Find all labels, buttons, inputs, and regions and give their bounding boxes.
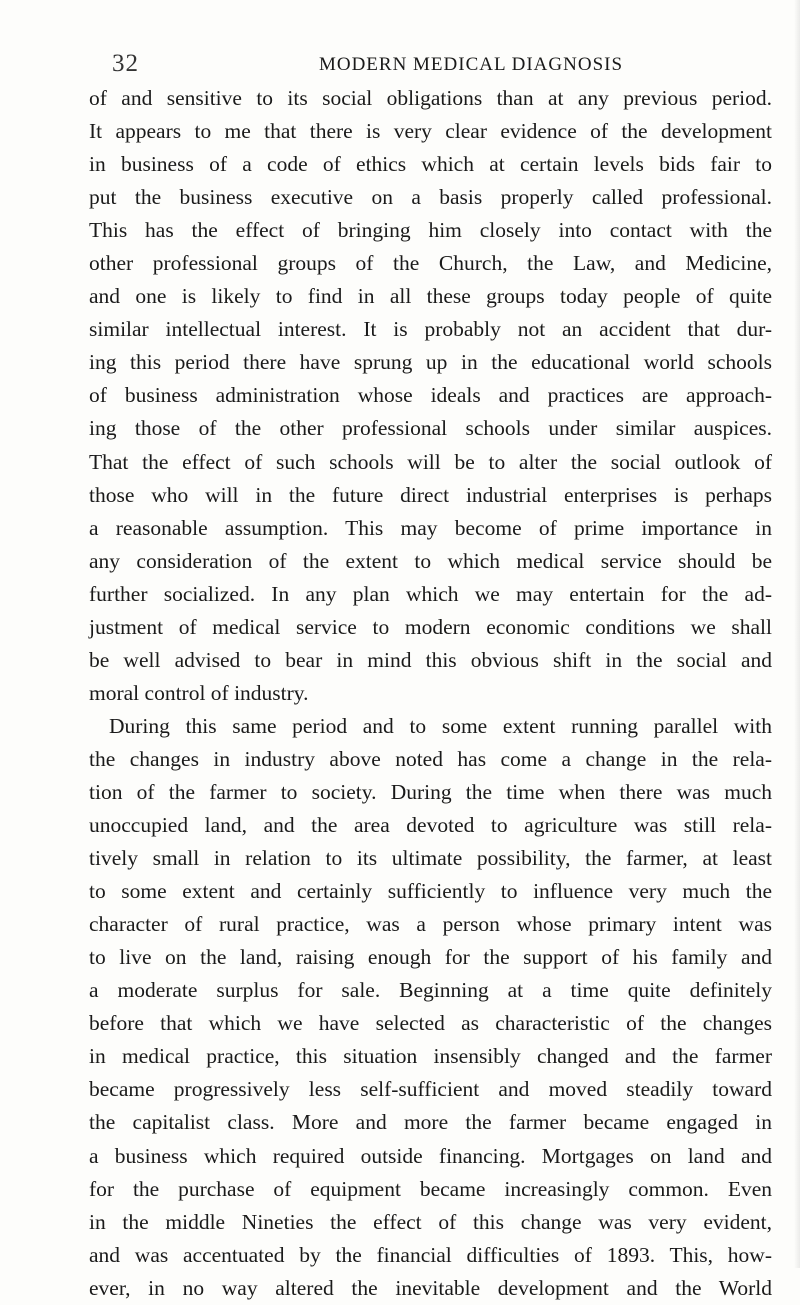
text-line: tion of the farmer to society. During the time when there was much (89, 779, 772, 804)
text-line: put the business executive on a basis properly called professional. (89, 185, 772, 210)
text-line: for the purchase of equipment became increasingly common. Even (89, 1176, 772, 1201)
text-line: similar intellectual interest. It is probably not an accident that dur- (89, 317, 772, 342)
text-line: be well advised to bear in mind this obvious shift in the social and (89, 647, 772, 672)
text-line: It appears to me that there is very clear evidence of the development (89, 119, 772, 144)
text-line: ing this period there have sprung up in the educational world schools (89, 350, 772, 375)
text-line: tively small in relation to its ultimate possibility, the farmer, at least (89, 846, 772, 871)
paragraph-2 (89, 710, 772, 1305)
text-line: a moderate surplus for sale. Beginning at a time quite definitely (89, 978, 772, 1003)
page-header (112, 50, 770, 82)
text-line: and was accentuated by the financial difficulties of 1893. This, how- (89, 1242, 772, 1267)
body-text (89, 82, 772, 1305)
text-line: During this same period and to some extent running parallel with (109, 713, 772, 738)
text-line: any consideration of the extent to which medical service should be (89, 548, 772, 573)
text-line: justment of medical service to modern economic conditions we shall (89, 614, 772, 639)
text-line: the changes in industry above noted has come a change in the rela- (89, 746, 772, 771)
text-line: those who will in the future direct industrial enterprises is perhaps (89, 482, 772, 507)
page-edge-shadow (794, 0, 800, 1268)
text-line: to some extent and certainly sufficiently to influence very much the (89, 879, 772, 904)
text-line: That the effect of such schools will be to alter the social outlook of (89, 449, 772, 474)
text-line: to live on the land, raising enough for the support of his family and (89, 945, 772, 970)
running-head: MODERN MEDICAL DIAGNOSIS (318, 54, 624, 75)
text-line: other professional groups of the Church, the Law, and Medicine, (89, 251, 772, 276)
text-line: in medical practice, this situation insensibly changed and the farmer (89, 1044, 772, 1069)
text-line: This has the effect of bringing him closely into contact with the (89, 218, 772, 243)
text-line: in the middle Nineties the effect of this change was very evident, (89, 1209, 772, 1234)
text-line: ever, in no way altered the inevitable development and the World (89, 1275, 772, 1300)
text-line: became progressively less self-sufficient and moved steadily toward (89, 1077, 772, 1102)
text-line: the capitalist class. More and more the farmer became engaged in (89, 1110, 772, 1135)
text-line: further socialized. In any plan which we may entertain for the ad- (89, 581, 772, 606)
paragraph-1 (89, 82, 772, 710)
text-line: before that which we have selected as characteristic of the changes (89, 1011, 772, 1036)
text-line: unoccupied land, and the area devoted to agriculture was still rela- (89, 813, 772, 838)
text-line: of business administration whose ideals and practices are approach- (89, 383, 772, 408)
text-line: ing those of the other professional schools under similar auspices. (89, 416, 772, 441)
text-line: a business which required outside financing. Mortgages on land and (89, 1143, 772, 1168)
text-line: and one is likely to find in all these groups today people of quite (89, 284, 772, 309)
text-line: character of rural practice, was a person whose primary intent was (89, 912, 772, 937)
page-number: 32 (112, 50, 139, 77)
text-line: in business of a code of ethics which at certain levels bids fair to (89, 152, 772, 177)
text-line: of and sensitive to its social obligations than at any previous period. (89, 86, 772, 110)
text-line: a reasonable assumption. This may become of prime importance in (89, 515, 772, 540)
text-line: moral control of industry. (89, 680, 309, 705)
